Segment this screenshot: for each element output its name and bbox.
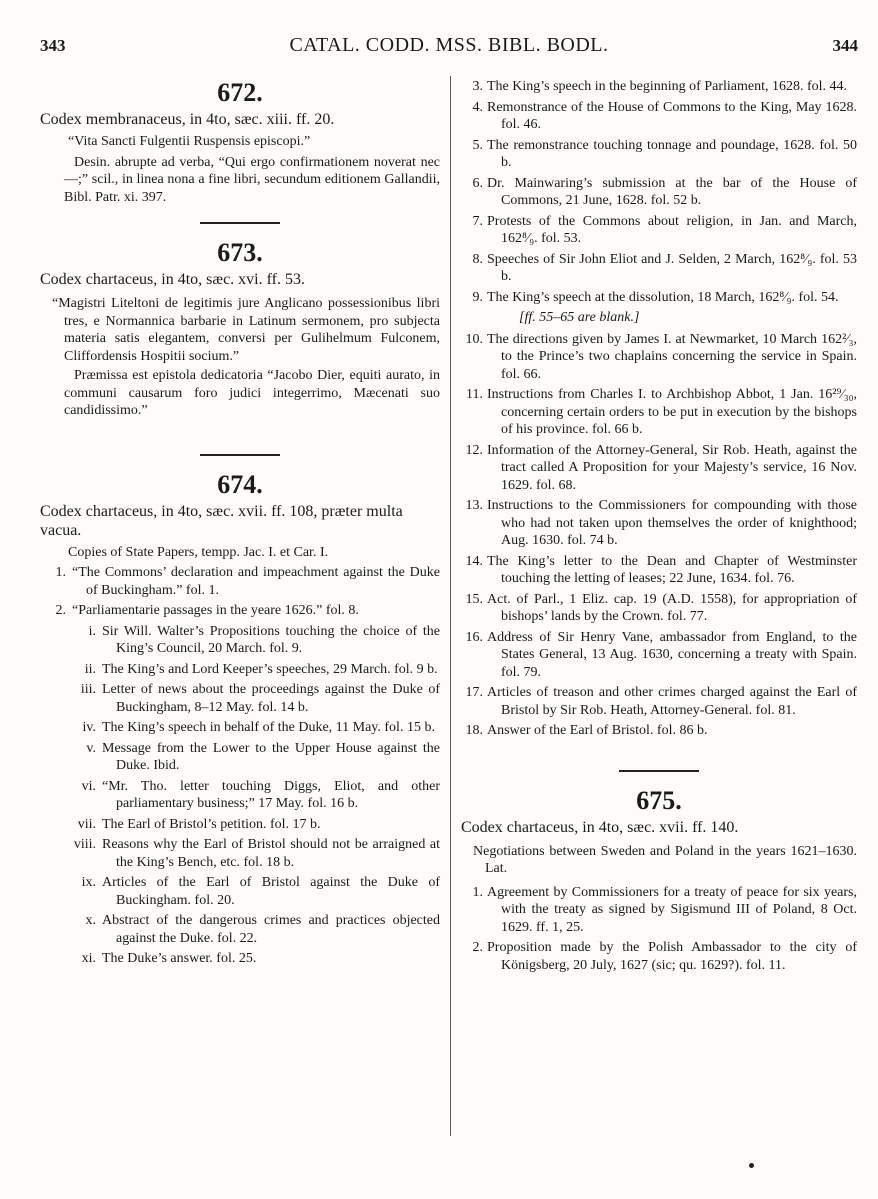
item-text: The King’s speech at the dissolution, 18 March, 162⁸⁄₉. fol. 54. xyxy=(487,289,839,305)
item-text: Instructions from Charles I. to Archbishop Abbot, 1 Jan. 16²⁹⁄₃₀, concerning certain orders to be put in execution by the bishops of his province. fol. 66 b. xyxy=(487,387,857,437)
right-column xyxy=(461,78,857,977)
item-number: 9. xyxy=(472,289,483,305)
sub-item-number: x. xyxy=(85,913,96,928)
list-item xyxy=(461,137,857,172)
sub-item xyxy=(40,816,440,834)
item-text: Answer of the Earl of Bristol. fol. 86 b. xyxy=(487,723,708,738)
list-item xyxy=(461,884,857,937)
sub-item-text: “Mr. Tho. letter touching Diggs, Eliot, and other parliamentary business;” 17 May. fol. 16 b. xyxy=(102,778,440,811)
entry-heading: Codex chartaceus, in 4to, sæc. xvi. ff. 53. xyxy=(40,271,305,288)
sub-item-number: vi. xyxy=(81,778,96,794)
item-number: 13. xyxy=(465,498,483,513)
column-divider xyxy=(450,76,451,1136)
sub-item-number: xi. xyxy=(81,951,96,966)
sub-item-text: The King’s and Lord Keeper’s speeches, 29 March. fol. 9 b. xyxy=(102,661,438,677)
sub-item-text: Sir Will. Walter’s Propositions touching the choice of the King’s Council, 20 March. fol. 9. xyxy=(102,623,440,656)
sub-item xyxy=(40,623,440,658)
entry-text: Præmissa est epistola dedicatoria “Jacobo Dier, equiti aurato, in communi causarum foro judici integerrimo, Mæcenati suo candidissimo.” xyxy=(64,368,440,418)
sub-item-text: Message from the Lower to the Upper House against the Duke. Ibid. xyxy=(102,740,440,773)
sub-item-number: iv. xyxy=(82,720,96,735)
list-item xyxy=(461,939,857,974)
entry-description: Desin. abrupte ad verba, “Qui ergo confirmationem noverat nec —;” scil., in linea nona a fine libri, secundum editionem Gallandii, Bibl. Patr. xi. 397. xyxy=(64,154,440,205)
entry-674 xyxy=(40,470,440,968)
list-item xyxy=(461,442,857,495)
item-number: 10. xyxy=(465,331,483,347)
sub-item-number: i. xyxy=(88,623,96,639)
running-header xyxy=(40,36,858,66)
sub-item xyxy=(40,740,440,775)
sub-item-number: vii. xyxy=(77,816,96,832)
item-text: Articles of treason and other crimes charged against the Earl of Bristol by Sir Rob. Heath, Attorney-General. fol. 81. xyxy=(487,685,857,718)
item-text: Agreement by Commissioners for a treaty of peace for six years, with the treaty as signed by Sigismund III of Poland, 8 Oct. 1629. ff. 1, 25. xyxy=(487,884,857,935)
entry-heading: Codex membranaceus, in 4to, sæc. xiii. ff. 20. xyxy=(40,111,335,128)
list-item xyxy=(461,251,857,286)
list-item xyxy=(461,386,857,439)
sub-item-text: Abstract of the dangerous crimes and practices objected against the Duke. fol. 22. xyxy=(102,913,440,946)
entry-intro: Copies of State Papers, tempp. Jac. I. et Car. I. xyxy=(68,544,329,560)
item-text: Proposition made by the Polish Ambassador to the city of Königsberg, 20 July, 1627 (sic; qu. 1629?). fol. 11. xyxy=(487,940,857,973)
sub-item-number: ii. xyxy=(84,661,96,677)
item-text: The King’s speech in the beginning of Parliament, 1628. fol. 44. xyxy=(487,79,848,94)
list-item xyxy=(461,78,857,96)
item-text: “Parliamentarie passages in the yeare 1626.” fol. 8. xyxy=(72,603,359,618)
section-rule xyxy=(200,222,280,224)
sub-item-number: ix. xyxy=(81,875,96,890)
entry-text: “Magistri Liteltoni de legitimis jure Anglicano possessionibus libri tres, e Normannica barbarie in Latinum sermonem, pro subjecta materia satis elegantem, conversi per Gulihelmum Fulconem, Cliffordensis Hospitii socium.” xyxy=(52,296,440,364)
list-item xyxy=(461,553,857,588)
sub-item xyxy=(40,836,440,871)
sub-item xyxy=(40,661,440,679)
item-text: The directions given by James I. at Newmarket, 10 March 162²⁄₃, to the Prince’s two chaplains concerning the service in Spain. fol. 66. xyxy=(487,331,857,382)
entry-title-line: “Vita Sancti Fulgentii Ruspensis episcopi.” xyxy=(68,134,311,149)
entry-number: 673. xyxy=(217,238,263,267)
entry-675 xyxy=(461,786,857,975)
sub-item-text: Articles of the Earl of Bristol against the Duke of Buckingham. fol. 20. xyxy=(102,875,440,908)
sub-item-number: v. xyxy=(86,740,96,756)
sub-item-text: Reasons why the Earl of Bristol should not be arraigned at the King’s Bench, etc. fol. 18 b. xyxy=(102,837,440,870)
sub-item xyxy=(40,950,440,968)
list-item xyxy=(40,602,440,620)
item-number: 15. xyxy=(465,591,483,607)
entry-number: 674. xyxy=(217,469,263,499)
item-number: 6. xyxy=(472,175,483,191)
sub-item-text: The King’s speech in behalf of the Duke, 11 May. fol. 15 b. xyxy=(102,720,435,735)
item-text: The King’s letter to the Dean and Chapter of Westminster touching the letting of leases; 22 June, 1634. fol. 76. xyxy=(487,553,857,586)
item-number: 12. xyxy=(465,442,483,458)
list-item xyxy=(461,722,857,740)
list-item xyxy=(461,99,857,134)
item-number: 4. xyxy=(472,99,483,115)
item-number: 11. xyxy=(466,387,483,402)
item-text: “The Commons’ declaration and impeachment against the Duke of Buckingham.” fol. 1. xyxy=(72,565,440,598)
sub-item-number: viii. xyxy=(73,837,96,852)
list-item xyxy=(40,564,440,599)
entry-intro: Negotiations between Sweden and Poland in the years 1621–1630. Lat. xyxy=(473,843,857,876)
item-number: 16. xyxy=(465,629,483,645)
left-column xyxy=(40,78,440,971)
item-text: Remonstrance of the House of Commons to the King, May 1628. fol. 46. xyxy=(487,99,857,132)
list-item xyxy=(461,331,857,384)
sub-item-number: iii. xyxy=(80,682,96,697)
list-item xyxy=(461,497,857,550)
entry-heading: Codex chartaceus, in 4to, sæc. xvii. ff. 140. xyxy=(461,818,739,836)
sub-item xyxy=(40,912,440,947)
left-page-number: 343 xyxy=(40,36,66,55)
section-rule xyxy=(200,454,280,456)
item-text: Speeches of Sir John Eliot and J. Selden, 2 March, 162⁸⁄₉. fol. 53 b. xyxy=(487,251,857,284)
list-item xyxy=(461,289,857,307)
running-title: CATAL. CODD. MSS. BIBL. BODL. xyxy=(289,34,609,56)
item-number: 2. xyxy=(55,603,66,618)
sub-item xyxy=(40,719,440,737)
blank-leaves-note: [ff. 55–65 are blank.] xyxy=(519,310,640,325)
item-number: 2. xyxy=(472,940,483,955)
list-item xyxy=(461,629,857,682)
sub-item-text: The Duke’s answer. fol. 25. xyxy=(102,951,257,966)
item-number: 5. xyxy=(472,137,483,153)
item-text: Instructions to the Commissioners for compounding with those who had not taken upon themselves the order of knighthood; Aug. 1630. fol. 74 b. xyxy=(487,498,857,548)
sub-item-text: The Earl of Bristol’s petition. fol. 17 b. xyxy=(102,816,321,832)
item-text: Address of Sir Henry Vane, ambassador from England, to the States General, 13 Aug. 1630, concerning a treaty with Spain. fol. 79. xyxy=(487,629,857,680)
item-text: Act. of Parl., 1 Eliz. cap. 19 (A.D. 1558), for appropriation of bishops’ lands by the Crown. fol. 77. xyxy=(487,591,857,624)
list-item xyxy=(461,213,857,248)
entry-number: 675. xyxy=(636,785,682,815)
sub-item xyxy=(40,874,440,909)
list-item xyxy=(461,175,857,210)
item-number: 3. xyxy=(472,79,483,94)
sub-item-text: Letter of news about the proceedings against the Duke of Buckingham, 8–12 May. fol. 14 b. xyxy=(102,682,440,715)
section-rule xyxy=(619,770,699,772)
entry-673 xyxy=(40,238,440,420)
item-number: 18. xyxy=(465,723,483,738)
item-number: 14. xyxy=(465,553,483,569)
entry-672 xyxy=(40,78,440,206)
item-text: Protests of the Commons about religion, in Jan. and March, 162⁸⁄₉. fol. 53. xyxy=(487,213,857,246)
item-number: 1. xyxy=(55,565,66,580)
list-item xyxy=(461,591,857,626)
item-number: 8. xyxy=(472,251,483,267)
right-page-number: 344 xyxy=(832,36,858,55)
ink-dot xyxy=(749,1163,754,1168)
sub-item xyxy=(40,778,440,813)
item-number: 7. xyxy=(472,213,483,229)
entry-heading: Codex chartaceus, in 4to, sæc. xvii. ff. 108, præter multa vacua. xyxy=(40,502,403,539)
item-number: 1. xyxy=(472,884,483,900)
entry-number: 672. xyxy=(217,78,263,107)
sub-item xyxy=(40,681,440,716)
list-item xyxy=(461,684,857,719)
item-text: Dr. Mainwaring’s submission at the bar of the House of Commons, 21 June, 1628. fol. 52 b. xyxy=(487,175,857,208)
item-number: 17. xyxy=(465,685,483,700)
item-text: The remonstrance touching tonnage and poundage, 1628. fol. 50 b. xyxy=(487,137,857,170)
item-text: Information of the Attorney-General, Sir Rob. Heath, against the tract called A Proposition for your Majesty’s service, 16 Nov. 1629. fol. 68. xyxy=(487,442,857,493)
